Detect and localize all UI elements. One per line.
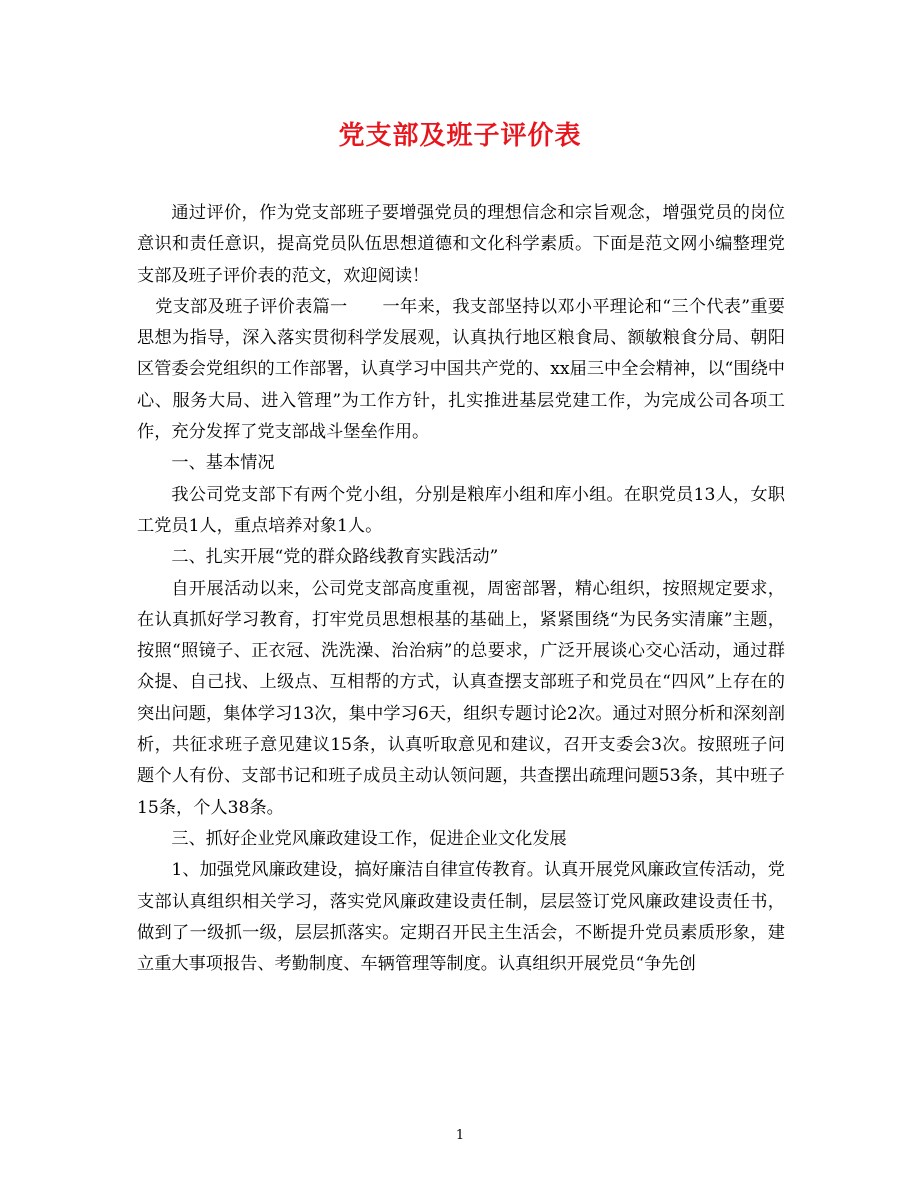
body-paragraph: 我公司党支部下有两个党小组，分别是粮库小组和库小组。在职党员13人，女职工党员1人，重点培养对象1人。 bbox=[137, 484, 785, 536]
section-paragraph: 党支部及班子评价表篇一 一年来，我支部坚持以邓小平理论和“三个代表”重要思想为指导，深入落实贯彻科学发展观，认真执行地区粮食局、额敏粮食分局、朝阳区管委会党组织的工作部署，认真学习中国共产党的、xx届三中全会精神，以“围绕中心、服务大局、进入管理”为工作方针，扎实推进基层党建工作，为完成公司各项工作，充分发挥了党支部战斗堡垒作用。 bbox=[137, 296, 785, 443]
intro-paragraph: 通过评价，作为党支部班子要增强党员的理想信念和宗旨观念，增强党员的岗位意识和责任意识，提高党员队伍思想道德和文化科学素质。下面是范文网小编整理党支部及班子评价表的范文，欢迎阅读！ bbox=[137, 203, 785, 286]
section-heading: 二、扎实开展“党的群众路线教育实践活动” bbox=[171, 547, 499, 568]
page-number: 1 bbox=[455, 1128, 465, 1143]
document-body bbox=[137, 198, 785, 980]
body-paragraph: 1、加强党风廉政建设，搞好廉洁自律宣传教育。认真开展党风廉政宣传活动，党支部认真组织相关学习，落实党风廉政建设责任制，层层签订党风廉政建设责任书，做到了一级抓一级，层层抓落实。定期召开民主生活会，不断提升党员素质形象，建立重大事项报告、考勤制度、车辆管理等制度。认真组织开展党员“争先创 bbox=[137, 860, 785, 975]
body-paragraph: 自开展活动以来，公司党支部高度重视，周密部署，精心组织，按照规定要求，在认真抓好学习教育，打牢党员思想根基的基础上，紧紧围绕“为民务实清廉”主题，按照“照镜子、正衣冠、洗洗澡、治治病”的总要求，广泛开展谈心交心活动，通过群众提、自己找、上级点、互相帮的方式，认真查摆支部班子和党员在“四风”上存在的突出问题，集体学习13次，集中学习6天，组织专题讨论2次。通过对照分析和深刻剖析，共征求班子意见建议15条，认真听取意见和建议，召开支委会3次。按照班子问题个人有份、支部书记和班子成员主动认领问题，共查摆出疏理问题53条，其中班子15条，个人38条。 bbox=[137, 578, 785, 818]
section-heading: 三、抓好企业党风廉政建设工作，促进企业文化发展 bbox=[171, 828, 567, 849]
page-title: 党支部及班子评价表 bbox=[338, 121, 582, 151]
section-heading: 一、基本情况 bbox=[171, 453, 275, 474]
